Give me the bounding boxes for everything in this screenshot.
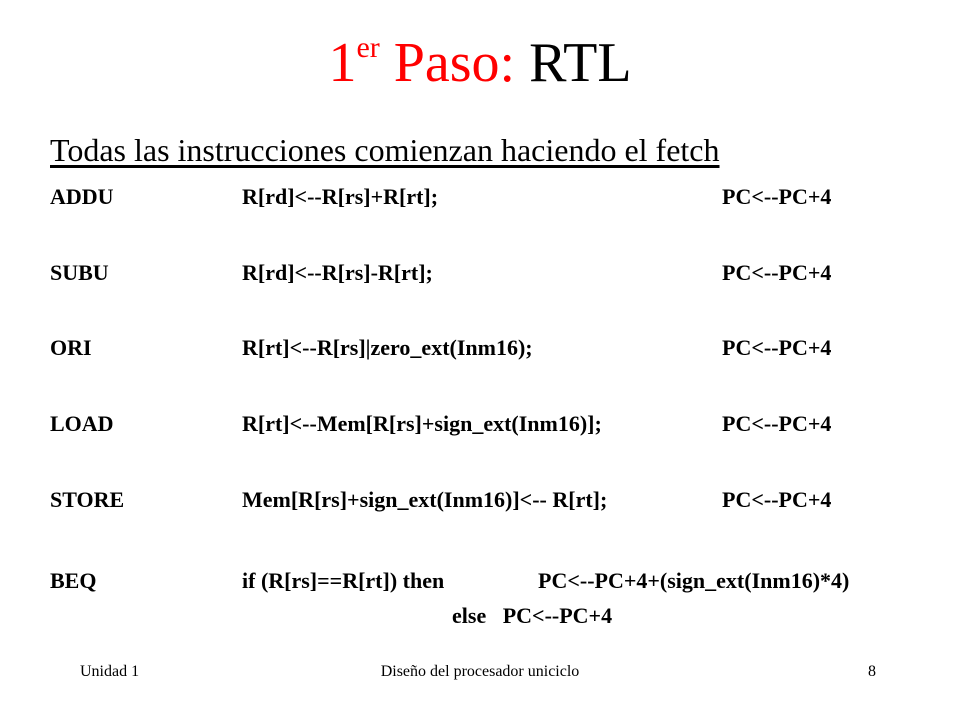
title-superscript: er xyxy=(356,31,380,64)
instruction-mnemonic: SUBU xyxy=(50,260,109,285)
instruction-mnemonic: ADDU xyxy=(50,184,114,209)
instruction-pc-update: PC<--PC+4 xyxy=(722,260,832,285)
beq-condition: if (R[rs]==R[rt]) then xyxy=(242,568,445,593)
instruction-pc-update: PC<--PC+4 xyxy=(722,184,832,209)
instruction-mnemonic: BEQ xyxy=(50,568,97,593)
subtitle: Todas las instrucciones comienzan haciendo el fetch xyxy=(50,132,720,168)
beq-else-row xyxy=(452,601,612,631)
beq-then-action: PC<--PC+4+(sign_ext(Inm16)*4) xyxy=(538,568,850,593)
instruction-mnemonic: ORI xyxy=(50,335,92,360)
beq-else-action: else PC<--PC+4 xyxy=(452,603,613,628)
title-suffix: RTL xyxy=(529,32,632,94)
instruction-pc-update: PC<--PC+4 xyxy=(722,411,832,436)
instruction-operation: R[rt]<--Mem[R[rs]+sign_ext(Inm16)]; xyxy=(242,411,602,436)
instruction-pc-update: PC<--PC+4 xyxy=(722,335,832,360)
instruction-mnemonic: LOAD xyxy=(50,411,114,436)
title-number: 1 xyxy=(328,32,357,94)
slide-title xyxy=(0,28,960,107)
footer-title: Diseño del procesador uniciclo xyxy=(380,663,580,680)
footer-unit: Unidad 1 xyxy=(80,663,140,680)
title-main: Paso: xyxy=(393,32,516,94)
instruction-operation: R[rt]<--R[rs]|zero_ext(Inm16); xyxy=(242,335,533,360)
instruction-operation: Mem[R[rs]+sign_ext(Inm16)]<-- R[rt]; xyxy=(242,487,608,512)
instruction-pc-update: PC<--PC+4 xyxy=(722,487,832,512)
slide-number: 8 xyxy=(868,663,876,680)
instruction-operation: R[rd]<--R[rs]-R[rt]; xyxy=(242,260,433,285)
instruction-operation: R[rd]<--R[rs]+R[rt]; xyxy=(242,184,439,209)
instruction-mnemonic: STORE xyxy=(50,487,125,512)
